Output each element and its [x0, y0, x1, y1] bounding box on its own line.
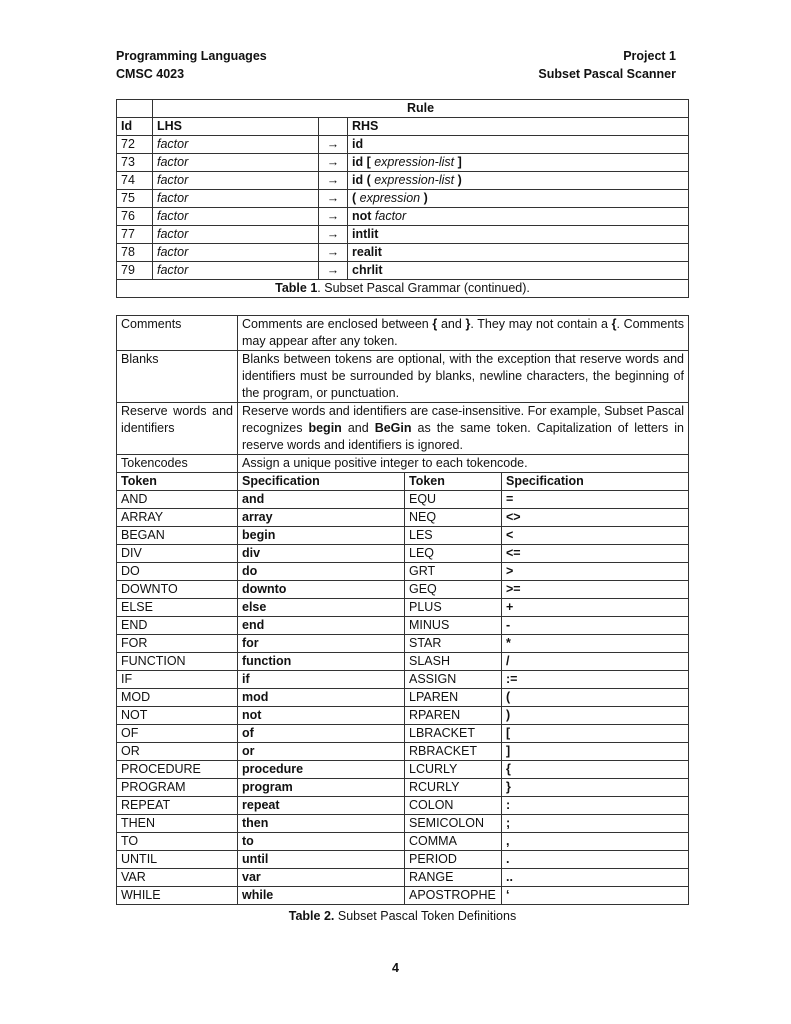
token-name-2: NEQ: [405, 509, 502, 527]
token-name-2: LES: [405, 527, 502, 545]
token-name: END: [117, 617, 238, 635]
page-number: 4: [392, 961, 399, 975]
token-spec: else: [238, 599, 405, 617]
tokencodes-text: Assign a unique positive integer to each tokencode.: [238, 455, 689, 473]
token-name-2: GRT: [405, 563, 502, 581]
col-spec: Specification: [238, 473, 405, 491]
token-row: [117, 869, 689, 887]
grammar-col-id: Id: [117, 118, 153, 136]
token-row: [117, 563, 689, 581]
token-name-2: LCURLY: [405, 761, 502, 779]
token-row: [117, 707, 689, 725]
token-spec: repeat: [238, 797, 405, 815]
token-name-2: MINUS: [405, 617, 502, 635]
reserve-text: Reserve words and identifiers are case-insensitive. For example, Subset Pascal recognizes begin and BeGin as the same token. Capitalization of letters in reserve words and identifiers is ignored.: [238, 403, 689, 455]
token-spec: then: [238, 815, 405, 833]
header-right: [538, 47, 676, 83]
token-spec: var: [238, 869, 405, 887]
token-row: [117, 581, 689, 599]
token-name-2: LPAREN: [405, 689, 502, 707]
token-row: [117, 797, 689, 815]
token-name: VAR: [117, 869, 238, 887]
token-row: [117, 725, 689, 743]
token-spec-2: +: [502, 599, 689, 617]
token-row: [117, 671, 689, 689]
arrow-icon: →: [319, 154, 348, 172]
grammar-col-arrow: [319, 118, 348, 136]
token-spec-2: ;: [502, 815, 689, 833]
token-name-2: SEMICOLON: [405, 815, 502, 833]
token-name-2: STAR: [405, 635, 502, 653]
token-row: [117, 653, 689, 671]
token-name: TO: [117, 833, 238, 851]
token-name-2: PERIOD: [405, 851, 502, 869]
token-spec-2: }: [502, 779, 689, 797]
token-name: ELSE: [117, 599, 238, 617]
rule-rhs: intlit: [348, 226, 689, 244]
comments-text: Comments are enclosed between { and }. They may not contain a {. Comments may appear after any token.: [238, 316, 689, 351]
token-caption-text: Subset Pascal Token Definitions: [334, 909, 517, 923]
token-spec-2: >: [502, 563, 689, 581]
rule-lhs: factor: [153, 136, 319, 154]
token-name: MOD: [117, 689, 238, 707]
token-name: OF: [117, 725, 238, 743]
token-name: BEGAN: [117, 527, 238, 545]
token-spec: mod: [238, 689, 405, 707]
col-token: Token: [117, 473, 238, 491]
rule-rhs: chrlit: [348, 262, 689, 280]
token-name-2: LBRACKET: [405, 725, 502, 743]
token-row: [117, 509, 689, 527]
rule-id: 75: [117, 190, 153, 208]
token-name-2: RANGE: [405, 869, 502, 887]
grammar-row: [117, 172, 689, 190]
grammar-caption-row: [117, 280, 689, 298]
project-title: Subset Pascal Scanner: [538, 67, 676, 81]
token-row: [117, 815, 689, 833]
token-spec: to: [238, 833, 405, 851]
token-spec: function: [238, 653, 405, 671]
token-spec-2: ..: [502, 869, 689, 887]
rule-rhs: not factor: [348, 208, 689, 226]
token-spec-2: =: [502, 491, 689, 509]
token-row: [117, 617, 689, 635]
blanks-row: [117, 351, 689, 403]
grammar-row: [117, 244, 689, 262]
token-spec: div: [238, 545, 405, 563]
grammar-col-lhs: LHS: [153, 118, 319, 136]
arrow-icon: →: [319, 208, 348, 226]
grammar-row: [117, 136, 689, 154]
token-name-2: COMMA: [405, 833, 502, 851]
tokencodes-row: [117, 455, 689, 473]
token-name-2: LEQ: [405, 545, 502, 563]
blanks-text: Blanks between tokens are optional, with the exception that reserve words and identifiers must be surrounded by blanks, newline characters, the beginning of the program, or punctuation.: [238, 351, 689, 403]
token-spec-2: >=: [502, 581, 689, 599]
rule-lhs: factor: [153, 190, 319, 208]
token-caption: [116, 908, 689, 925]
token-spec: procedure: [238, 761, 405, 779]
token-spec-2: <=: [502, 545, 689, 563]
token-row: [117, 887, 689, 905]
token-name: REPEAT: [117, 797, 238, 815]
token-spec: array: [238, 509, 405, 527]
token-spec: begin: [238, 527, 405, 545]
project-number: Project 1: [623, 49, 676, 63]
rule-lhs: factor: [153, 208, 319, 226]
token-spec-2: [: [502, 725, 689, 743]
token-name: DIV: [117, 545, 238, 563]
arrow-icon: →: [319, 190, 348, 208]
token-name: OR: [117, 743, 238, 761]
rule-lhs: factor: [153, 226, 319, 244]
token-name-2: PLUS: [405, 599, 502, 617]
token-name: PROCEDURE: [117, 761, 238, 779]
rule-id: 79: [117, 262, 153, 280]
grammar-row: [117, 190, 689, 208]
token-name: THEN: [117, 815, 238, 833]
rule-id: 74: [117, 172, 153, 190]
rule-lhs: factor: [153, 172, 319, 190]
token-row: [117, 527, 689, 545]
token-name-2: ASSIGN: [405, 671, 502, 689]
token-spec: program: [238, 779, 405, 797]
token-name: ARRAY: [117, 509, 238, 527]
token-spec: for: [238, 635, 405, 653]
token-row: [117, 545, 689, 563]
rule-id: 77: [117, 226, 153, 244]
token-spec: not: [238, 707, 405, 725]
rule-id: 76: [117, 208, 153, 226]
comments-label: Comments: [117, 316, 238, 351]
token-spec-2: ‘: [502, 887, 689, 905]
rule-rhs: id: [348, 136, 689, 154]
tokencodes-label: Tokencodes: [117, 455, 238, 473]
col-spec-2: Specification: [502, 473, 689, 491]
grammar-row: [117, 226, 689, 244]
token-name: FOR: [117, 635, 238, 653]
grammar-caption-label: Table 1: [275, 281, 318, 295]
rule-rhs: realit: [348, 244, 689, 262]
token-row: [117, 491, 689, 509]
token-spec-2: <: [502, 527, 689, 545]
token-name-2: SLASH: [405, 653, 502, 671]
grammar-title: Rule: [153, 100, 689, 118]
rule-rhs: id [ expression-list ]: [348, 154, 689, 172]
arrow-icon: →: [319, 226, 348, 244]
token-spec: if: [238, 671, 405, 689]
token-spec-2: ,: [502, 833, 689, 851]
rule-rhs: id ( expression-list ): [348, 172, 689, 190]
grammar-title-blank: [117, 100, 153, 118]
course-name: Programming Languages: [116, 49, 267, 63]
grammar-title-row: [117, 100, 689, 118]
token-row: [117, 761, 689, 779]
token-spec-2: <>: [502, 509, 689, 527]
token-spec-2: :: [502, 797, 689, 815]
rule-lhs: factor: [153, 262, 319, 280]
token-row: [117, 851, 689, 869]
comments-row: [117, 316, 689, 351]
header-left: [116, 47, 267, 83]
token-name-2: COLON: [405, 797, 502, 815]
token-spec-2: (: [502, 689, 689, 707]
token-row: [117, 779, 689, 797]
col-token-2: Token: [405, 473, 502, 491]
token-row: [117, 743, 689, 761]
token-name: NOT: [117, 707, 238, 725]
token-spec: or: [238, 743, 405, 761]
token-caption-label: Table 2.: [288, 909, 335, 923]
token-name: UNTIL: [117, 851, 238, 869]
token-spec-2: {: [502, 761, 689, 779]
rule-id: 78: [117, 244, 153, 262]
token-name-2: RCURLY: [405, 779, 502, 797]
token-name: PROGRAM: [117, 779, 238, 797]
arrow-icon: →: [319, 172, 348, 190]
grammar-row: [117, 154, 689, 172]
reserve-row: [117, 403, 689, 455]
grammar-caption: [117, 280, 689, 298]
arrow-icon: →: [319, 262, 348, 280]
token-spec: while: [238, 887, 405, 905]
rule-id: 72: [117, 136, 153, 154]
token-spec-2: :=: [502, 671, 689, 689]
token-spec-2: ): [502, 707, 689, 725]
course-code: CMSC 4023: [116, 67, 185, 81]
grammar-row: [117, 262, 689, 280]
token-name: AND: [117, 491, 238, 509]
token-spec-2: *: [502, 635, 689, 653]
token-spec-2: ]: [502, 743, 689, 761]
token-name-2: RBRACKET: [405, 743, 502, 761]
token-spec-2: -: [502, 617, 689, 635]
token-name-2: GEQ: [405, 581, 502, 599]
grammar-col-rhs: RHS: [348, 118, 689, 136]
token-row: [117, 635, 689, 653]
token-row: [117, 599, 689, 617]
token-name-2: RPAREN: [405, 707, 502, 725]
token-spec: end: [238, 617, 405, 635]
token-name-2: EQU: [405, 491, 502, 509]
reserve-label: Reserve words and identifiers: [117, 403, 238, 455]
rule-lhs: factor: [153, 244, 319, 262]
token-name: WHILE: [117, 887, 238, 905]
token-name-2: APOSTROPHE: [405, 887, 502, 905]
rule-rhs: ( expression ): [348, 190, 689, 208]
token-spec: downto: [238, 581, 405, 599]
token-spec-2: /: [502, 653, 689, 671]
token-spec: and: [238, 491, 405, 509]
token-header-row: [117, 473, 689, 491]
token-name: IF: [117, 671, 238, 689]
token-name: FUNCTION: [117, 653, 238, 671]
token-table: [116, 315, 689, 905]
grammar-row: [117, 208, 689, 226]
rule-lhs: factor: [153, 154, 319, 172]
arrow-icon: →: [319, 136, 348, 154]
arrow-icon: →: [319, 244, 348, 262]
token-spec: do: [238, 563, 405, 581]
grammar-table: [116, 99, 689, 298]
token-row: [117, 689, 689, 707]
token-spec-2: .: [502, 851, 689, 869]
rule-id: 73: [117, 154, 153, 172]
token-row: [117, 833, 689, 851]
grammar-header-row: [117, 118, 689, 136]
grammar-caption-text: . Subset Pascal Grammar (continued).: [317, 281, 530, 295]
token-spec: of: [238, 725, 405, 743]
blanks-label: Blanks: [117, 351, 238, 403]
token-spec: until: [238, 851, 405, 869]
token-name: DO: [117, 563, 238, 581]
token-name: DOWNTO: [117, 581, 238, 599]
